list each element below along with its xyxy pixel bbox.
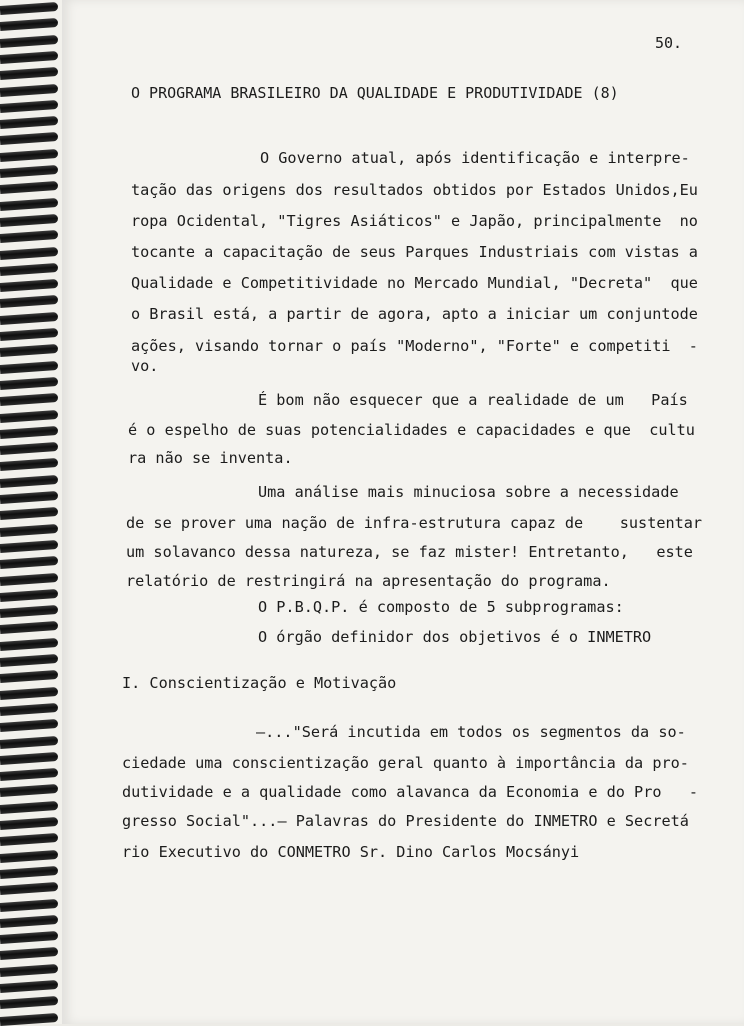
binding-coil bbox=[0, 556, 58, 569]
paragraph-line: é o espelho de suas potencialidades e capacidades e que cultu bbox=[128, 421, 695, 439]
binding-coil bbox=[0, 703, 58, 716]
binding-coil bbox=[0, 572, 58, 585]
paragraph-line: ropa Ocidental, "Tigres Asiáticos" e Japão, principalmente no bbox=[131, 212, 698, 230]
binding-coil bbox=[0, 752, 58, 765]
binding-coil bbox=[0, 491, 58, 504]
binding-coil bbox=[0, 230, 58, 243]
quote-line: rio Executivo do CONMETRO Sr. Dino Carlos Mocsányi bbox=[122, 843, 580, 861]
binding-coil bbox=[0, 784, 58, 797]
binding-coil bbox=[0, 409, 58, 422]
binding-coil bbox=[0, 279, 58, 292]
binding-coil bbox=[0, 263, 58, 276]
binding-coil bbox=[0, 328, 58, 341]
binding-coil bbox=[0, 915, 58, 928]
binding-coil bbox=[0, 2, 58, 15]
binding-coil bbox=[0, 898, 58, 911]
binding-coil bbox=[0, 735, 58, 748]
binding-coil bbox=[0, 719, 58, 732]
quote-line: gresso Social"...— Palavras do Presidente do INMETRO e Secretá bbox=[122, 812, 689, 830]
quote-line: —..."Será incutida em todos os segmentos da so- bbox=[256, 723, 686, 741]
paragraph-line: ações, visando tornar o país "Moderno", "Forte" e competiti - bbox=[131, 337, 698, 355]
binding-coil bbox=[0, 980, 58, 993]
binding-coil bbox=[0, 458, 58, 471]
paragraph-line: tocante a capacitação de seus Parques Industriais com vistas a bbox=[131, 243, 698, 261]
binding-coil bbox=[0, 866, 58, 879]
paragraph-line: relatório de restringirá na apresentação do programa. bbox=[126, 572, 611, 590]
binding-coil bbox=[0, 67, 58, 80]
binding-coil bbox=[0, 817, 58, 830]
binding-coil bbox=[0, 882, 58, 895]
binding-coil bbox=[0, 246, 58, 259]
binding-coil bbox=[0, 931, 58, 944]
quote-line: ciedade uma conscientização geral quanto à importância da pro- bbox=[122, 754, 689, 772]
binding-coil bbox=[0, 18, 58, 31]
paragraph-line: vo. bbox=[131, 357, 159, 375]
binding-coil bbox=[0, 833, 58, 846]
paragraph-line: É bom não esquecer que a realidade de um País bbox=[258, 391, 688, 409]
binding-coil bbox=[0, 540, 58, 553]
subsection-title: I. Conscientização e Motivação bbox=[122, 674, 397, 692]
binding-coil bbox=[0, 687, 58, 700]
binding-coil bbox=[0, 165, 58, 178]
binding-coil bbox=[0, 361, 58, 374]
section-heading: O PROGRAMA BRASILEIRO DA QUALIDADE E PRODUTIVIDADE (8) bbox=[131, 84, 619, 102]
binding-coil bbox=[0, 344, 58, 357]
binding-coil bbox=[0, 670, 58, 683]
binding-coil bbox=[0, 850, 58, 863]
page-number: 50. bbox=[655, 34, 683, 52]
binding-coil bbox=[0, 181, 58, 194]
binding-coil bbox=[0, 377, 58, 390]
binding-coil bbox=[0, 393, 58, 406]
paragraph-line: O Governo atual, após identificação e interpre- bbox=[260, 149, 690, 167]
binding-coil bbox=[0, 801, 58, 814]
binding-coil bbox=[0, 132, 58, 145]
binding-coil bbox=[0, 295, 58, 308]
paragraph-line: tação das origens dos resultados obtidos por Estados Unidos,Eu bbox=[131, 181, 698, 199]
binding-coil bbox=[0, 621, 58, 634]
binding-coil bbox=[0, 996, 58, 1009]
binding-coil bbox=[0, 524, 58, 537]
binding-coil bbox=[0, 312, 58, 325]
binding-coil bbox=[0, 507, 58, 520]
spiral-binding bbox=[0, 0, 62, 1024]
organ-line: O órgão definidor dos objetivos é o INMETRO bbox=[258, 628, 652, 646]
binding-coil bbox=[0, 442, 58, 455]
paragraph-line: ra não se inventa. bbox=[128, 449, 293, 467]
binding-coil bbox=[0, 149, 58, 162]
binding-coil bbox=[0, 214, 58, 227]
binding-coil bbox=[0, 116, 58, 129]
binding-coil bbox=[0, 198, 58, 211]
paragraph-line: de se prover uma nação de infra-estrutura capaz de sustentar bbox=[126, 514, 703, 532]
paragraph-line: Uma análise mais minuciosa sobre a necessidade bbox=[258, 483, 679, 501]
binding-coil bbox=[0, 51, 58, 64]
paragraph-line: o Brasil está, a partir de agora, apto a iniciar um conjuntode bbox=[131, 305, 698, 323]
binding-coil bbox=[0, 605, 58, 618]
binding-coil bbox=[0, 947, 58, 960]
binding-coil bbox=[0, 35, 58, 48]
binding-coil bbox=[0, 964, 58, 977]
binding-coil bbox=[0, 475, 58, 488]
composition-line: O P.B.Q.P. é composto de 5 subprogramas: bbox=[258, 598, 624, 616]
binding-coil bbox=[0, 83, 58, 96]
binding-coil bbox=[0, 426, 58, 439]
binding-coil bbox=[0, 100, 58, 113]
binding-coil bbox=[0, 654, 58, 667]
paragraph-line: Qualidade e Competitividade no Mercado Mundial, "Decreta" que bbox=[131, 274, 698, 292]
binding-coil bbox=[0, 638, 58, 651]
binding-coil bbox=[0, 768, 58, 781]
binding-coil bbox=[0, 589, 58, 602]
quote-line: dutividade e a qualidade como alavanca da Economia e do Pro - bbox=[122, 783, 699, 801]
paragraph-line: um solavanco dessa natureza, se faz mister! Entretanto, este bbox=[126, 543, 693, 561]
